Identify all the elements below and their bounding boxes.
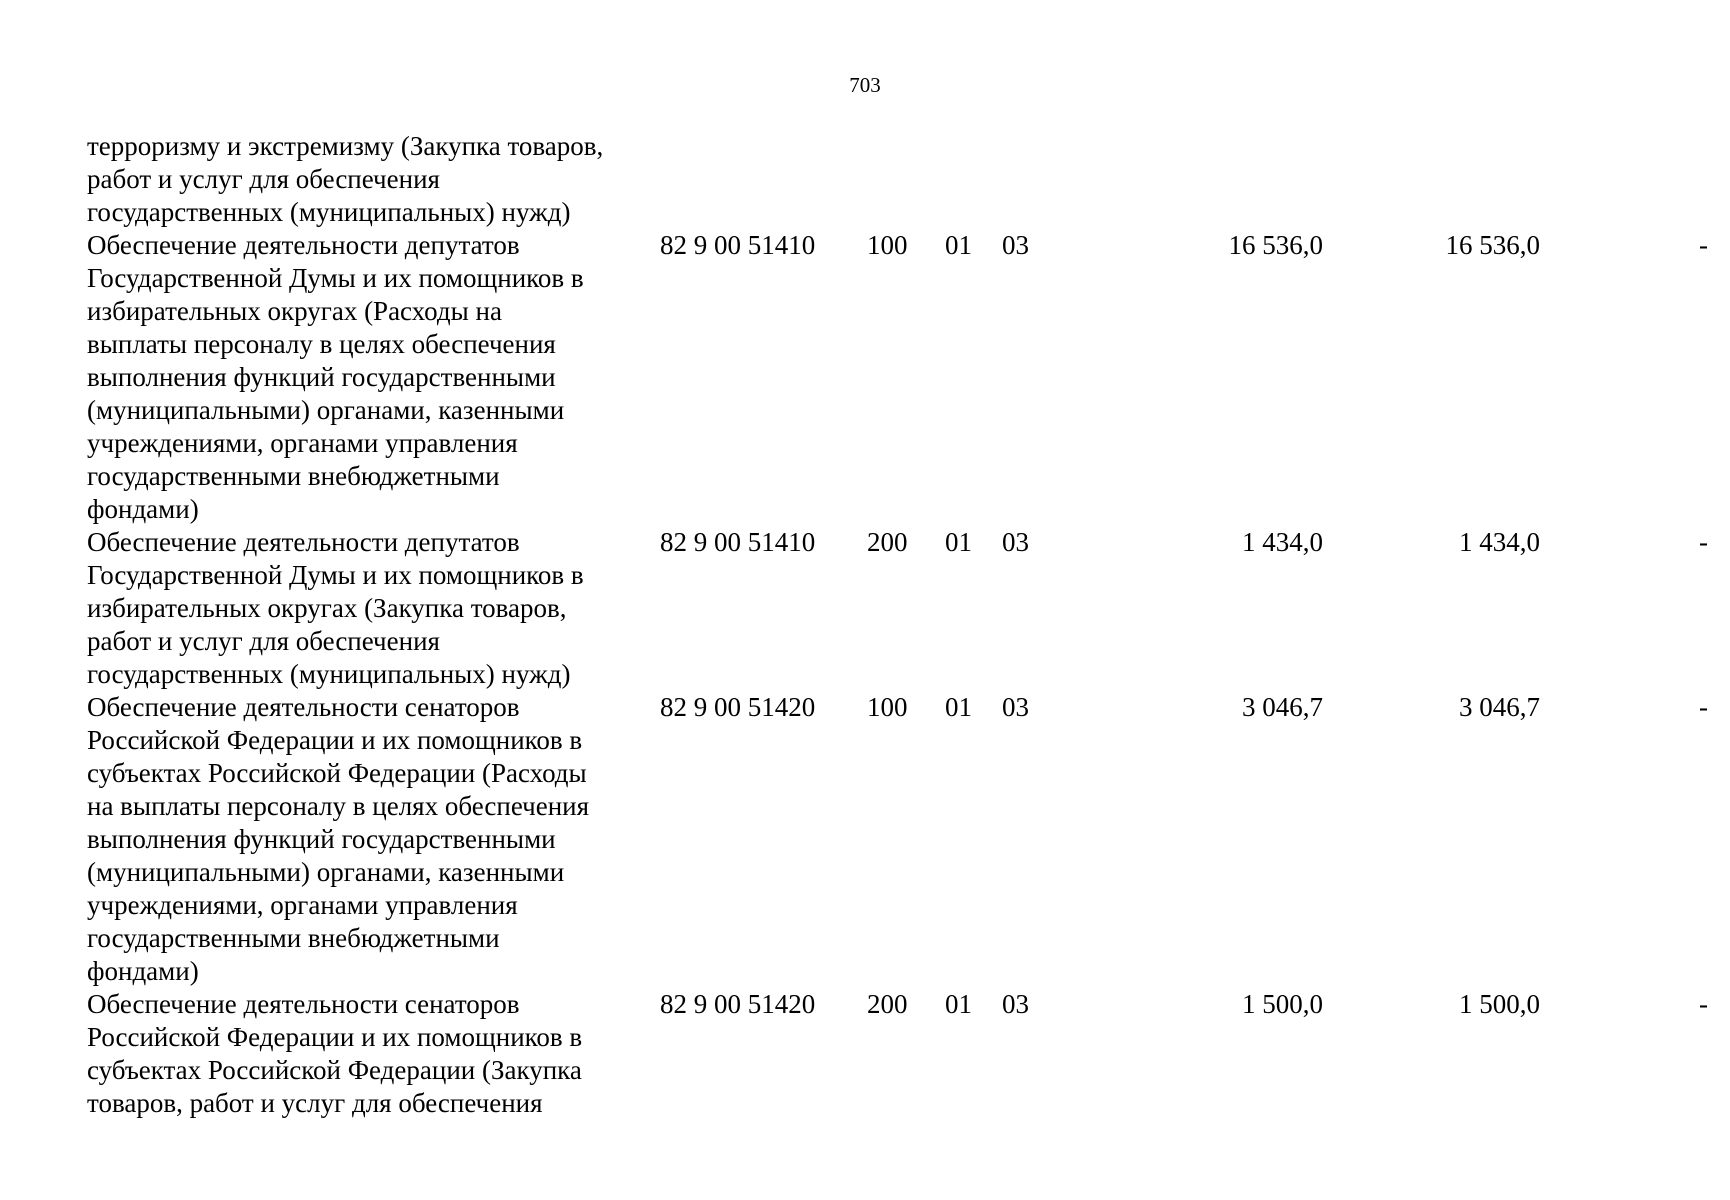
expense-type-code: 100 bbox=[867, 230, 908, 260]
expense-type-code: 200 bbox=[867, 989, 908, 1019]
description-line: работ и услуг для обеспечения bbox=[87, 164, 440, 194]
description-line: государственными внебюджетными bbox=[87, 461, 500, 491]
description-line: Обеспечение деятельности депутатов bbox=[87, 230, 520, 260]
budget-table bbox=[87, 130, 1708, 1120]
expense-description bbox=[87, 526, 647, 691]
description-line: (муниципальными) органами, казенными bbox=[87, 857, 565, 887]
description-line: товаров, работ и услуг для обеспечения bbox=[87, 1088, 543, 1118]
description-line: Государственной Думы и их помощников в bbox=[87, 263, 584, 293]
target-article-code: 82 9 00 51420 bbox=[660, 692, 816, 722]
subsection-code: 03 bbox=[1002, 527, 1029, 557]
expense-description bbox=[87, 130, 647, 229]
table-row bbox=[87, 988, 1708, 1120]
description-line: государственных (муниципальных) нужд) bbox=[87, 197, 571, 227]
expense-description bbox=[87, 988, 647, 1120]
description-line: учреждениями, органами управления bbox=[87, 890, 518, 920]
amount-federal: 16 536,0 bbox=[1445, 230, 1540, 260]
description-line: избирательных округах (Закупка товаров, bbox=[87, 593, 567, 623]
amount-total: 16 536,0 bbox=[1228, 230, 1323, 260]
page-number: 703 bbox=[849, 73, 881, 97]
description-line: избирательных округах (Расходы на bbox=[87, 296, 502, 326]
description-line: выполнения функций государственными bbox=[87, 824, 556, 854]
section-code: 01 bbox=[945, 230, 972, 260]
table-row bbox=[87, 691, 1708, 988]
section-code: 01 bbox=[945, 527, 972, 557]
description-line: государственных (муниципальных) нужд) bbox=[87, 659, 571, 689]
amount-total: 3 046,7 bbox=[1242, 692, 1323, 722]
description-line: (муниципальными) органами, казенными bbox=[87, 395, 565, 425]
table-row bbox=[87, 526, 1708, 691]
target-article-code: 82 9 00 51410 bbox=[660, 230, 816, 260]
section-code: 01 bbox=[945, 692, 972, 722]
expense-type-code: 100 bbox=[867, 692, 908, 722]
description-line: фондами) bbox=[87, 494, 199, 524]
target-article-code: 82 9 00 51420 bbox=[660, 989, 816, 1019]
expense-description bbox=[87, 229, 647, 526]
amount-other: - bbox=[1699, 989, 1708, 1019]
amount-other: - bbox=[1699, 692, 1708, 722]
description-line: выполнения функций государственными bbox=[87, 362, 556, 392]
subsection-code: 03 bbox=[1002, 692, 1029, 722]
subsection-code: 03 bbox=[1002, 230, 1029, 260]
description-line: выплаты персоналу в целях обеспечения bbox=[87, 329, 556, 359]
table-row bbox=[87, 130, 1647, 229]
amount-federal: 3 046,7 bbox=[1459, 692, 1540, 722]
description-line: Обеспечение деятельности сенаторов bbox=[87, 692, 520, 722]
expense-type-code: 200 bbox=[867, 527, 908, 557]
description-line: Российской Федерации и их помощников в bbox=[87, 1022, 583, 1052]
description-line: терроризму и экстремизму (Закупка товаров, bbox=[87, 131, 604, 161]
amount-other: - bbox=[1699, 230, 1708, 260]
subsection-code: 03 bbox=[1002, 989, 1029, 1019]
description-line: субъектах Российской Федерации (Закупка bbox=[87, 1055, 582, 1085]
description-line: субъектах Российской Федерации (Расходы bbox=[87, 758, 587, 788]
amount-federal: 1 500,0 bbox=[1459, 989, 1540, 1019]
amount-federal: 1 434,0 bbox=[1459, 527, 1540, 557]
target-article-code: 82 9 00 51410 bbox=[660, 527, 816, 557]
description-line: учреждениями, органами управления bbox=[87, 428, 518, 458]
description-line: государственными внебюджетными bbox=[87, 923, 500, 953]
table-row bbox=[87, 229, 1708, 526]
amount-other: - bbox=[1699, 527, 1708, 557]
description-line: Российской Федерации и их помощников в bbox=[87, 725, 583, 755]
expense-description bbox=[87, 691, 647, 988]
amount-total: 1 500,0 bbox=[1242, 989, 1323, 1019]
description-line: Обеспечение деятельности сенаторов bbox=[87, 989, 520, 1019]
description-line: на выплаты персоналу в целях обеспечения bbox=[87, 791, 590, 821]
section-code: 01 bbox=[945, 989, 972, 1019]
description-line: Государственной Думы и их помощников в bbox=[87, 560, 584, 590]
amount-total: 1 434,0 bbox=[1242, 527, 1323, 557]
description-line: Обеспечение деятельности депутатов bbox=[87, 527, 520, 557]
description-line: фондами) bbox=[87, 956, 199, 986]
description-line: работ и услуг для обеспечения bbox=[87, 626, 440, 656]
